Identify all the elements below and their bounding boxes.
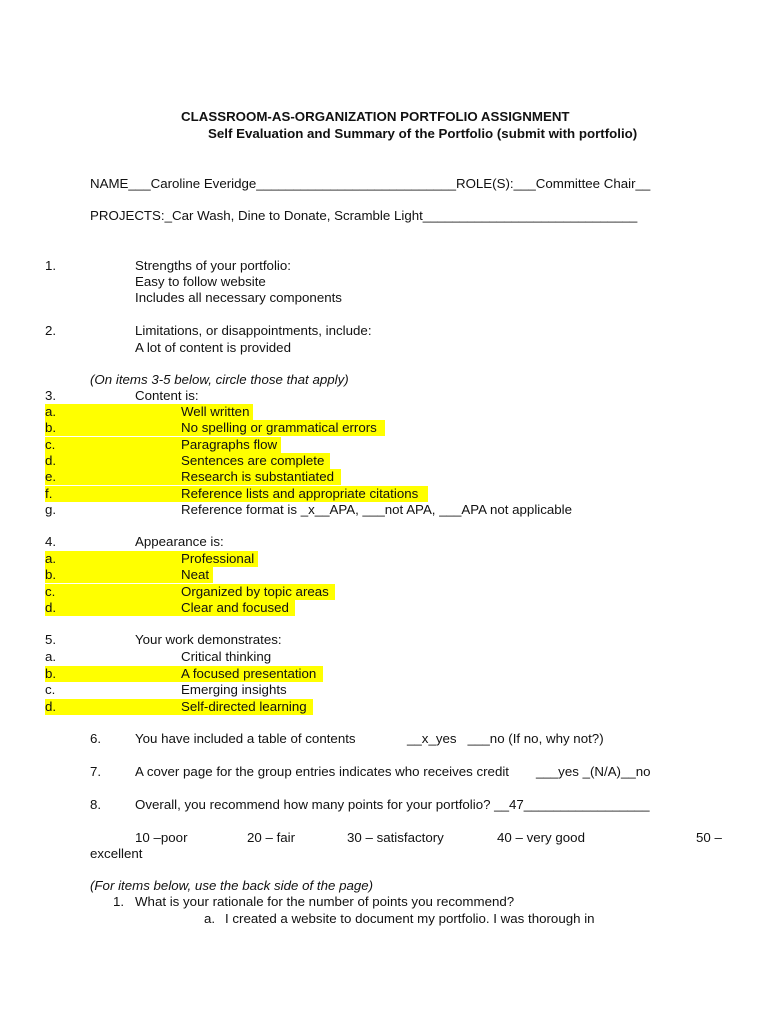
q4-item-b-letter: b.	[45, 567, 57, 582]
q4-item-d: Clear and focused	[181, 600, 289, 615]
q5-item-d: Self-directed learning	[181, 699, 307, 714]
q3-item-a: Well written	[181, 404, 250, 419]
q3-item-c: Paragraphs flow	[181, 437, 278, 452]
instruction-back-side: (For items below, use the back side of the page)	[90, 878, 374, 893]
q3-item-g-letter: g.	[45, 502, 57, 517]
q4-number: 4.	[45, 534, 57, 549]
q7-number: 7.	[90, 764, 102, 779]
q1-answer-2: Includes all necessary components	[135, 290, 342, 305]
instruction-items-3-5: (On items 3-5 below, circle those that apply)	[90, 372, 349, 387]
scale-40: 40 – very good	[497, 830, 585, 845]
q3-item-a-letter: a.	[45, 404, 57, 419]
q3-item-e-letter: e.	[45, 469, 57, 484]
document-title: CLASSROOM-AS-ORGANIZATION PORTFOLIO ASSIGNMENT	[181, 109, 570, 124]
q3-item-c-letter: c.	[45, 437, 56, 452]
q3-label: Content is:	[135, 388, 199, 403]
q6-text: You have included a table of contents	[135, 731, 356, 746]
q3-number: 3.	[45, 388, 57, 403]
rationale-sub-letter: a.	[204, 911, 216, 926]
q1-answer-1: Easy to follow website	[135, 274, 266, 289]
scale-30: 30 – satisfactory	[347, 830, 444, 845]
q3-item-d: Sentences are complete	[181, 453, 325, 468]
projects-line: PROJECTS:_Car Wash, Dine to Donate, Scramble Light_____________________________	[90, 208, 638, 223]
q7-answer: ___yes _(N/A)__no	[536, 764, 651, 779]
q6-number: 6.	[90, 731, 102, 746]
q2-label: Limitations, or disappointments, include:	[135, 323, 372, 338]
q4-item-d-letter: d.	[45, 600, 57, 615]
q2-answer: A lot of content is provided	[135, 340, 291, 355]
q3-item-b-letter: b.	[45, 420, 57, 435]
scale-50-label: excellent	[90, 846, 143, 861]
document-subtitle: Self Evaluation and Summary of the Portfolio (submit with portfolio)	[208, 126, 638, 141]
q5-number: 5.	[45, 632, 57, 647]
scale-50: 50 –	[696, 830, 722, 845]
q3-item-f: Reference lists and appropriate citations	[181, 486, 419, 501]
q5-item-b-letter: b.	[45, 666, 57, 681]
q1-label: Strengths of your portfolio:	[135, 258, 291, 273]
scale-20: 20 – fair	[247, 830, 296, 845]
q8-number: 8.	[90, 797, 102, 812]
q4-item-a: Professional	[181, 551, 255, 566]
scale-10: 10 –poor	[135, 830, 188, 845]
q6-answer: __x_yes ___no (If no, why not?)	[407, 731, 604, 746]
rationale-question: What is your rationale for the number of points you recommend?	[135, 894, 515, 909]
q3-item-g: Reference format is _x__APA, ___not APA, ___APA not applicable	[181, 502, 573, 517]
q4-item-c-letter: c.	[45, 584, 56, 599]
q4-item-c: Organized by topic areas	[181, 584, 329, 599]
rationale-answer: I created a website to document my portfolio. I was thorough in	[225, 911, 595, 926]
q4-label: Appearance is:	[135, 534, 224, 549]
q4-item-a-letter: a.	[45, 551, 57, 566]
q3-item-b: No spelling or grammatical errors	[181, 420, 377, 435]
q2-number: 2.	[45, 323, 57, 338]
q5-item-c-letter: c.	[45, 682, 56, 697]
q5-label: Your work demonstrates:	[135, 632, 282, 647]
rationale-number: 1.	[113, 894, 125, 909]
q1-number: 1.	[45, 258, 57, 273]
q5-item-a-letter: a.	[45, 649, 57, 664]
q5-item-b: A focused presentation	[181, 666, 317, 681]
q3-item-e: Research is substantiated	[181, 469, 334, 484]
q8-text: Overall, you recommend how many points for your portfolio? __47_________________	[135, 797, 650, 812]
q3-item-d-letter: d.	[45, 453, 57, 468]
q5-item-a: Critical thinking	[181, 649, 272, 664]
q5-item-d-letter: d.	[45, 699, 57, 714]
q7-text: A cover page for the group entries indicates who receives credit	[135, 764, 509, 779]
q4-item-b: Neat	[181, 567, 210, 582]
q3-item-f-letter: f.	[45, 486, 53, 501]
name-role-line: NAME___Caroline Everidge___________________________ROLE(S):___Committee Chair__	[90, 176, 651, 191]
q5-item-c: Emerging insights	[181, 682, 287, 697]
